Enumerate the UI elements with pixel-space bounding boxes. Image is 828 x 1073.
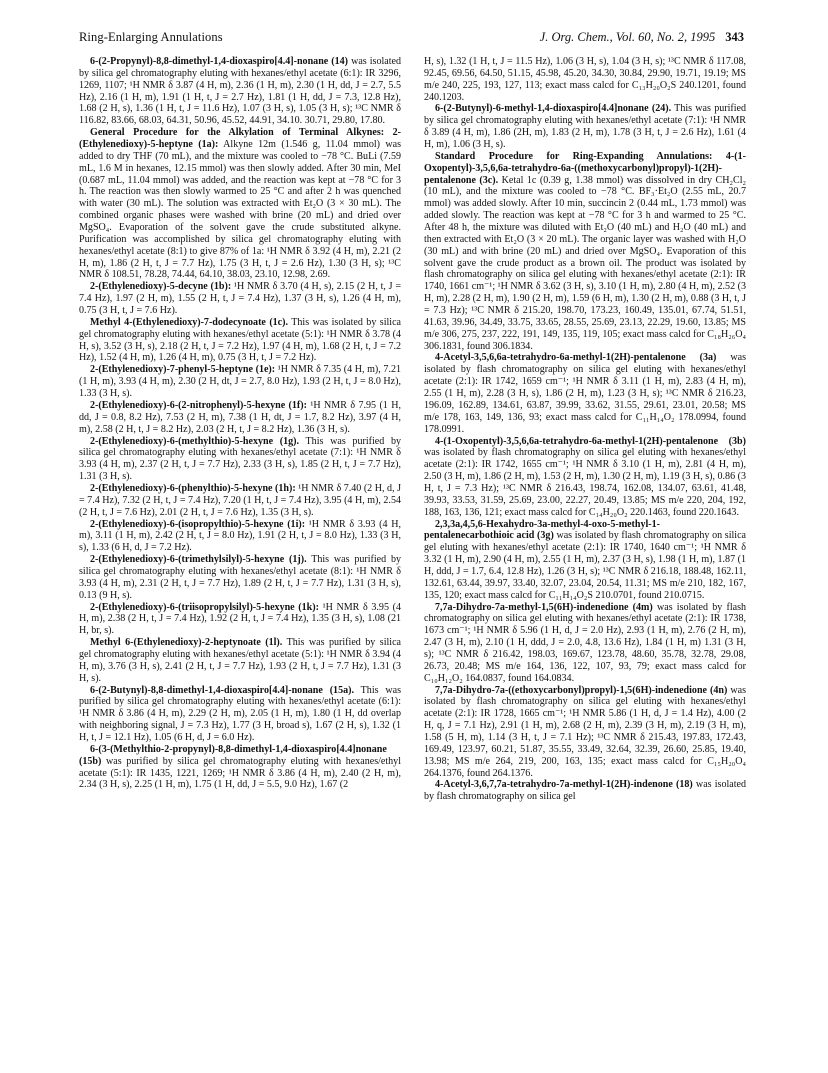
experimental-paragraph bbox=[79, 127, 401, 281]
experimental-paragraph bbox=[424, 436, 746, 519]
experimental-paragraph bbox=[424, 779, 746, 803]
compound-heading: 6-(3-(Methylthio-2-propynyl)-8,8-dimethyl-1,4-dioxaspiro[4.4]nonane (15b) bbox=[79, 743, 387, 767]
paragraph-body: This was purified by silica gel chromatography eluting with hexanes/ethyl acetate (5:1): ¹H NMR δ 3.94 (4 H, m), 3.76 (3 H, s), 2.41 (2 H, t, J = 7.7 Hz), 1.93 (2 H, t, J = 7.7 Hz), 1.31 (3 H, s). bbox=[79, 637, 401, 684]
left-text-column bbox=[79, 56, 401, 791]
experimental-paragraph bbox=[79, 281, 401, 317]
page-number: 343 bbox=[725, 30, 744, 44]
paragraph-body: This was purified by silica gel chromatography eluting with hexanes/ethyl acetate (7:1): ¹H NMR δ 3.89 (4 H, m), 1.86 (2H, m), 1.83 (2 H, m), 1.78 (3 H, t, J = 2.6 Hz), 1.61 (4 H, m), 1.06 (3 H, s). bbox=[424, 103, 746, 151]
experimental-paragraph bbox=[424, 103, 746, 150]
paragraph-body: was isolated by flash chromatography on silica gel eluting with hexanes/ethyl acetate (2:1): IR 1742, 1655 cm⁻¹; ¹H NMR δ 3.10 (1 H, m), 2.81 (4 H, m), 2.50 (3 H, m), 1.86 (2 H, m), 1.53 (2 H, m), 1.30 (2 H, m), 1.19 (3 H, s), 0.86 (3 H, t, J = 7.3 Hz); ¹³C NMR δ 216.43, 198.74, 162.08, 134.07, 63.61, 41.48, 39.93, 33.53, 31.59, 25.69, 23.00, 22.27, 20.49, 13.85; MS m/e 220, 204, 192, 188, 163, 136, 121; exact mass calcd for C₁₄H₂₀O₂ 220.1463, found 220.1643. bbox=[424, 447, 746, 518]
running-head: Ring-Enlarging Annulations bbox=[79, 30, 223, 44]
page-header bbox=[79, 30, 744, 48]
experimental-paragraph bbox=[79, 317, 401, 364]
experimental-paragraph bbox=[424, 151, 746, 353]
paragraph-body: ¹H NMR δ 3.95 (4 H, m), 2.38 (2 H, t, J = 7.4 Hz), 1.92 (2 H, t, J = 7.4 Hz), 1.35 (3 H, s), 1.08 (21 H, br, s). bbox=[79, 601, 401, 637]
experimental-paragraph bbox=[79, 364, 401, 400]
compound-heading: 4-Acetyl-3,6,7,7a-tetrahydro-7a-methyl-1(2H)-indenone (18) bbox=[435, 779, 693, 791]
paragraph-body: was isolated by silica gel chromatography eluting with hexanes/ethyl acetate (6:1): IR 3296, 1269, 1107; ¹H NMR δ 3.87 (4 H, m), 2.36 (1 H, m), 2.30 (1 H, dd, J = 2.7, 5.5 Hz), 2.16 (1 H, m), 1.91 (1 H, t, J = 2.7 Hz), 1.81 (1 H, dd, J = 7.3, 12.8 Hz), 1.68 (2 H, s), 1.36 (1 H, t, J = 11.6 Hz), 1.07 (3 H, s), 1.05 (3 H, s); ¹³C NMR δ 116.82, 83.66, 68.03, 64.31, 50.96, 45.52, 44.91, 34.10. 30.71, 29.80, 17.80. bbox=[79, 56, 401, 127]
paragraph-body: was isolated by flash chromatography on silica gel eluting with hexanes/ethyl acetate (2:1): IR 1738, 1673 cm⁻¹; ¹H NMR δ 5.96 (1 H, d, J = 2.0 Hz), 2.93 (1 H, m), 2.76 (2 H, m), 2.47 (3 H, m), 2.10 (1 H, ddd, J = 2.0, 4.8, 13.6 Hz), 1.84 (1 H, m) 1.31 (3 H, s); ¹³C NMR δ 216.42, 198.03, 169.67, 123.78, 48.60, 35.78, 32.78, 29.08, 26.73, 20.48; MS m/e 164, 136, 122, 107, 93, 79; exact mass calcd for C₁₀H₁₂O₂ 164.0837, found 164.0834. bbox=[424, 601, 747, 684]
experimental-paragraph bbox=[79, 602, 401, 638]
compound-heading: General Procedure for the Alkylation of Terminal Alkynes: 2-(Ethylenedioxy)-5-heptyne (1a): bbox=[79, 127, 401, 151]
paragraph-body: was isolated by flash chromatography on silica gel bbox=[424, 779, 746, 803]
compound-heading: 4-Acetyl-3,5,6,6a-tetrahydro-6a-methyl-1(2H)-pentalenone (3a) bbox=[435, 352, 717, 364]
experimental-paragraph bbox=[424, 352, 746, 435]
paragraph-body: ¹H NMR δ 7.35 (4 H, m), 7.21 (1 H, m), 3.93 (4 H, m), 2.30 (2 H, dt, J = 2.7, 8.0 Hz), 1.93 (2 H, t, J = 8.0 Hz), 1.33 (3 H, s). bbox=[79, 364, 402, 400]
compound-heading: 7,7a-Dihydro-7a-((ethoxycarbonyl)propyl)-1,5(6H)-indenedione (4n) bbox=[435, 684, 728, 696]
compound-heading: 4-(1-Oxopentyl)-3,5,6,6a-tetrahydro-6a-methyl-1(2H)-pentalenone (3b) bbox=[435, 435, 746, 447]
compound-heading: 2-(Ethylenedioxy)-7-phenyl-5-heptyne (1e): bbox=[90, 364, 276, 376]
compound-heading: 2-(Ethylenedioxy)-6-(triisopropylsilyl)-5-hexyne (1k): bbox=[90, 601, 319, 613]
compound-heading: 2-(Ethylenedioxy)-6-(phenylthio)-5-hexyne (1h): bbox=[90, 482, 296, 494]
paragraph-body: This was purified by silica gel chromatography eluting with hexanes/ethyl acetate (8:1): ¹H NMR δ 3.93 (4 H, m), 2.31 (2 H, t, J = 7.7 Hz), 1.89 (2 H, t, J = 7.7 Hz), 1.31 (3 H, s), 0.13 (9 H, s). bbox=[79, 554, 401, 601]
journal-reference bbox=[540, 30, 744, 45]
compound-heading: Methyl 6-(Ethylenedioxy)-2-heptynoate (1l). bbox=[90, 637, 283, 649]
compound-heading: Methyl 4-(Ethylenedioxy)-7-dodecynoate (1c). bbox=[90, 316, 289, 328]
experimental-paragraph bbox=[424, 602, 746, 685]
compound-heading: 2-(Ethylenedioxy)-6-(trimethylsilyl)-5-hexyne (1j). bbox=[90, 554, 307, 566]
experimental-paragraph bbox=[79, 483, 401, 519]
paragraph-body: Ketal 1c (0.39 g, 1.38 mmol) was dissolved in dry CH₂Cl₂ (10 mL), and the mixture was cooled to −78 °C. BF₃·Et₂O (2.55 mL, 20.7 mmol) was added slowly. After 10 min, succincin 2 (0.44 mL, 1.73 mmol) was added slowly. The reaction was kept at −78 °C for 3 h and warmed to 25 °C. After 48 h, the mixture was diluted with Et₂O (40 mL) and H₂O (40 mL) and then extracted with Et₂O (3 × 20 mL). The organic layer was washed with H₂O (30 mL) and with brine (20 mL) and dried over MgSO₄. Evaporation of this solvent gave the crude product as a brown oil. The product was isolated by flash chromatography on silica gel eluting with hexanes/ethyl acetate (2:1): IR 1740, 1661 cm⁻¹; ¹H NMR δ 3.62 (3 H, s), 3.10 (1 H, m), 2.80 (4 H, m), 2.52 (3 H, m), 2.28 (2 H, m), 1.90 (2 H, m), 1.59 (6 H, m), 1.30 (2 H, m), 0.88 (3 H, t, J = 7.3 Hz); ¹³C NMR δ 215.20, 198.70, 173.23, 160.49, 135.01, 67.74, 51.51, 41.63, 39.96, 34.49, 33.75, 33.65, 28.55, 25.69, 23.13, 22.29, 19.60, 13.85; MS m/e 306, 275, 237, 222, 191, 149, 135, 119, 105; exact mass calcd for C₁₈H₂₆O₄ 306.1831, found 306.1834. bbox=[424, 174, 746, 352]
experimental-paragraph bbox=[424, 519, 746, 602]
journal-citation: J. Org. Chem., Vol. 60, No. 2, 1995 bbox=[539, 30, 716, 44]
compound-heading: 2-(Ethylenedioxy)-6-(methylthio)-5-hexyne (1g). bbox=[90, 435, 300, 447]
paragraph-body: This was isolated by silica gel chromatography eluting with hexanes/ethyl acetate (5:1): ¹H NMR δ 3.78 (4 H, s), 3.52 (3 H, s), 2.18 (2 H, t, J = 7.2 Hz), 1.97 (4 H, m), 1.68 (2 H, t, J = 7.2 Hz), 1.52 (4 H, m), 1.26 (4 H, m), 0.75 (3 H, t, J = 7.2 Hz). bbox=[79, 316, 401, 364]
right-text-column bbox=[424, 56, 746, 803]
paragraph-body: ¹H NMR δ 3.93 (4 H, m), 3.11 (1 H, m), 2.42 (2 H, t, J = 8.0 Hz), 1.91 (2 H, t, J = 8.0 Hz), 1.33 (3 H, s), 1.33 (6 H, d, J = 7.2 Hz). bbox=[79, 518, 401, 554]
paragraph-body: ¹H NMR δ 3.70 (4 H, s), 2.15 (2 H, t, J = 7.4 Hz), 1.97 (2 H, m), 1.55 (2 H, t, J = 7.4 Hz), 1.37 (3 H, s), 1.26 (4 H, m), 0.75 (3 H, t, J = 7.6 Hz). bbox=[79, 281, 401, 317]
paragraph-body: This was purified by silica gel chromatography eluting with hexanes/ethyl acetate (7:1): ¹H NMR δ 3.93 (4 H, m), 2.37 (2 H, t, J = 7.7 Hz), 2.33 (3 H, s), 1.85 (2 H, t, J = 7.7 Hz), 1.31 (3 H, s). bbox=[79, 435, 401, 483]
paragraph-body: was isolated by flash chromatography on silica gel eluting with hexanes/ethyl acetate (2:1): IR 1742, 1659 cm⁻¹; ¹H NMR δ 3.11 (1 H, m), 2.83 (4 H, m), 2.55 (1 H, m), 2.28 (3 H, s), 1.86 (2 H, m), 1.23 (3 H, s); ¹³C NMR δ 216.23, 196.09, 162.89, 134.61, 63.87, 39.99, 33.62, 31.55, 29.61, 23.01, 20.58; MS m/e 178, 163, 149, 136, 93; exact mass calcd for C₁₁H₁₄O₂ 178.0994, found 178.0991. bbox=[424, 352, 747, 435]
experimental-paragraph bbox=[79, 56, 401, 127]
compound-heading: 2-(Ethylenedioxy)-6-(isopropylthio)-5-hexyne (1i): bbox=[90, 518, 306, 530]
paragraph-body: H, s), 1.32 (1 H, t, J = 11.5 Hz), 1.06 (3 H, s), 1.04 (3 H, s); ¹³C NMR δ 117.08, 92.45, 69.56, 64.50, 51.15, 45.98, 45.20, 34.30, 30.84, 29.90, 19.71, 19.19; MS m/e 240, 225, 193, 127, 113; exact mass calcd for C₁₃H₂₀O₂S 240.1201, found 240.1203. bbox=[424, 56, 746, 103]
experimental-paragraph bbox=[79, 637, 401, 684]
experimental-paragraph bbox=[79, 744, 401, 791]
experimental-paragraph bbox=[79, 400, 401, 436]
experimental-paragraph bbox=[79, 519, 401, 555]
paragraph-body: was isolated by flash chromatography on silica gel eluting with hexanes/ethyl acetate (2:1): IR 1728, 1665 cm⁻¹; ¹H NMR 5.86 (1 H, d, J = 1.4 Hz), 4.00 (2 H, q, J = 7.1 Hz), 2.91 (1 H, m), 2.68 (2 H, m), 2.39 (3 H, m), 2.19 (3 H, m), 1.58 (5 H, m), 1.14 (3 H, t, J = 7.1 Hz); ¹³C NMR δ 215.43, 197.83, 172.43, 169.49, 123.97, 60.21, 51.87, 35.55, 33.49, 32.64, 32.39, 26.60, 25.85, 19.40, 13.98; MS m/e 264, 219, 200, 163, 135; exact mass calcd for C₁₅H₂₀O₄ 264.1376, found 264.1376. bbox=[424, 684, 746, 779]
experimental-paragraph bbox=[424, 685, 746, 780]
experimental-paragraph bbox=[424, 56, 746, 103]
compound-heading: 2,3,3a,4,5,6-Hexahydro-3a-methyl-4-oxo-5-methyl-1-pentalenecarbothioic acid (3g) bbox=[424, 518, 660, 542]
compound-heading: 6-(2-Butynyl)-6-methyl-1,4-dioxaspiro[4.4]nonane (24). bbox=[435, 103, 672, 115]
experimental-paragraph bbox=[79, 685, 401, 744]
paragraph-body: was purified by silica gel chromatography eluting with hexanes/ethyl acetate (5:1): IR 1435, 1221, 1269; ¹H NMR δ 3.86 (4 H, m), 2.40 (2 H, m), 2.34 (3 H, s), 2.25 (1 H, m), 1.75 (1 H, dd, J = 5.5, 9.0 Hz), 1.67 (2 bbox=[79, 755, 401, 791]
experimental-paragraph bbox=[79, 436, 401, 483]
compound-heading: 6-(2-Butynyl)-8,8-dimethyl-1,4-dioxaspiro[4.4]-nonane (15a). bbox=[90, 684, 354, 696]
compound-heading: 2-(Ethylenedioxy)-5-decyne (1b): bbox=[90, 281, 232, 293]
compound-heading: Standard Procedure for Ring-Expanding Annulations: 4-(1-Oxopentyl)-3,5,6,6a-tetrahydro-6a-((methoxycarbonyl)propyl)-1(2H)-pentalenone (3c). bbox=[424, 150, 746, 186]
compound-heading: 6-(2-Propynyl)-8,8-dimethyl-1,4-dioxaspiro[4.4]-nonane (14) bbox=[90, 56, 349, 67]
compound-heading: 7,7a-Dihydro-7a-methyl-1,5(6H)-indenedione (4m) bbox=[435, 601, 653, 613]
compound-heading: 2-(Ethylenedioxy)-6-(2-nitrophenyl)-5-hexyne (1f): bbox=[90, 399, 307, 411]
paragraph-body: Alkyne 12m (1.546 g, 11.04 mmol) was added to dry THF (70 mL), and the mixture was cooled to −78 °C. BuLi (7.59 mL, 1.6 M in hexanes, 12.15 mmol) was then slowly added. After 30 min, MeI (0.687 mL, 11.04 mmol) was added, and the reaction was kept at −78 °C for 3 h. The reaction was then slowly warmed to 25 °C and after 2 h was quenched with water (30 mL). The solution was extracted with Et₂O (3 × 30 mL). The combined organic phases were washed with brine (20 mL) and dried over MgSO₄. Evaporation of the solvent gave the crude substituted alkyne. Purification was accomplished by silica gel chromatography eluting with hexanes/ethyl acetate (8:1) to give 87% of 1a: ¹H NMR δ 3.92 (4 H, m), 2.21 (2 H, m), 1.86 (2 H, t, J = 7.7 Hz), 1.75 (3 H, t, J = 2.6 Hz), 1.30 (3 H, s); ¹³C NMR δ 108.51, 78.28, 74.44, 64.10, 38.03, 23.10, 12.98, 2.69. bbox=[79, 139, 401, 281]
experimental-paragraph bbox=[79, 554, 401, 601]
paragraph-body: was isolated by flash chromatography on silica gel eluting with hexanes/ethyl acetate (2:1): IR 1740, 1640 cm⁻¹; ¹H NMR δ 3.32 (1 H, m), 2.90 (4 H, m), 2.55 (1 H, m), 2.37 (3 H, s), 1.98 (1 H, m), 1.87 (1 H, ddd, J = 1.7, 6.4, 12.8 Hz), 1.26 (3 H, s); ¹³C NMR δ 216.18, 188.48, 162.11, 132.61, 63.44, 39.97, 33.40, 32.07, 23.04, 20.54, 11.31; MS m/e 210, 182, 167, 135, 120; exact mass calcd for C₁₁H₁₄O₂S 210.0701, found 210.0715. bbox=[424, 530, 746, 601]
paragraph-body: ¹H NMR δ 7.95 (1 H, dd, J = 0.8, 8.2 Hz), 7.53 (2 H, m), 7.38 (1 H, dt, J = 1.7, 8.2 Hz), 3.97 (4 H, m), 2.58 (2 H, t, J = 8.2 Hz), 2.03 (2 H, t, J = 8.2 Hz), 1.36 (3 H, s). bbox=[79, 399, 401, 435]
paragraph-body: ¹H NMR δ 7.40 (2 H, d, J = 7.4 Hz), 7.32 (2 H, t, J = 7.4 Hz), 7.20 (1 H, t, J = 7.4 Hz), 3.95 (4 H, m), 2.54 (2 H, t, J = 7.6 Hz), 2.01 (2 H, t, J = 7.6 Hz), 1.35 (3 H, s). bbox=[79, 482, 402, 518]
paragraph-body: This was purified by silica gel chromatography eluting with hexanes/ethyl acetate (6:1): ¹H NMR δ 3.86 (4 H, m), 2.29 (2 H, m), 2.05 (1 H, m), 1.80 (1 H, dd overlap with neighboring signal, J = 7.3 Hz), 1.77 (3 H, broad s), 1.67 (2 H, s), 1.32 (1 H, t, J = 12.1 Hz), 1.05 (6 H, d, J = 6.0 Hz). bbox=[79, 684, 401, 743]
